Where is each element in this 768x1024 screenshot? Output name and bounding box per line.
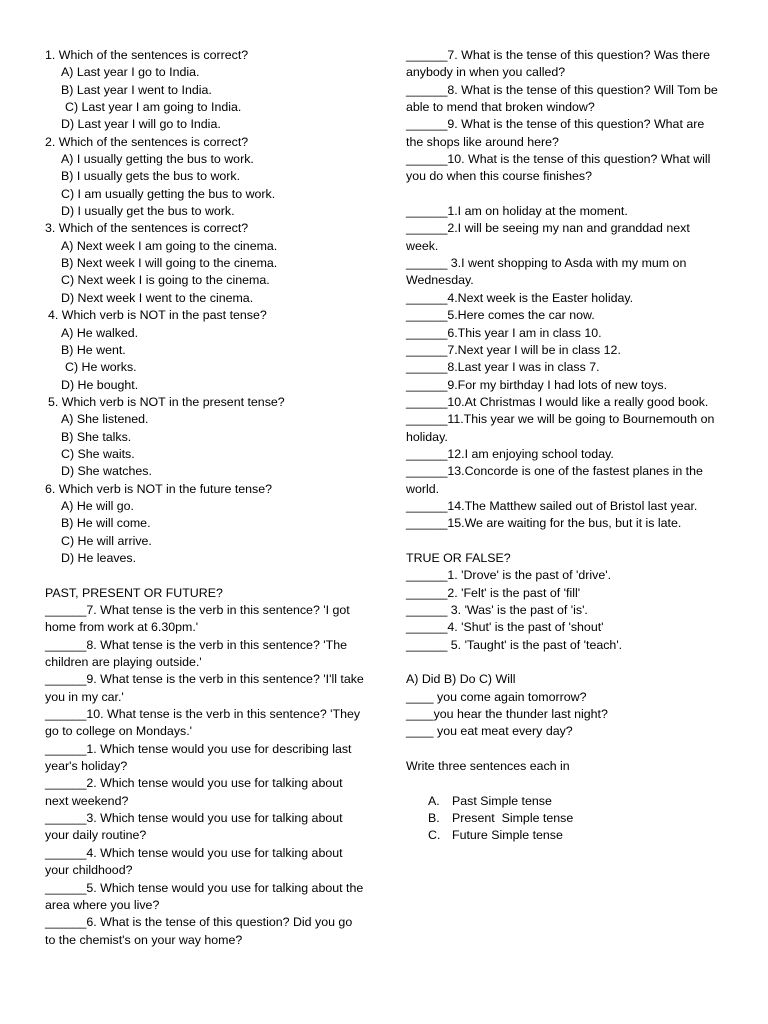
- writing-task-label: A.: [428, 793, 440, 808]
- sentence-tense-item: ______ 3.I went shopping to Asda with my mum on Wednesday.: [406, 256, 687, 288]
- writing-task-text: Future Simple tense: [452, 828, 563, 843]
- question-2-option-b: B) I usually gets the bus to work.: [61, 169, 241, 184]
- question-4-option-a: A) He walked.: [61, 325, 139, 340]
- question-4-option-b: B) He went.: [61, 342, 126, 357]
- fill-in-item: ____you hear the thunder last night?: [406, 707, 608, 722]
- writing-task-item: [406, 793, 724, 810]
- left-column: [45, 47, 365, 949]
- question-1: 1. Which of the sentences is correct?: [45, 48, 249, 62]
- fill-in-item: ____ you eat meat every day?: [406, 724, 573, 739]
- question-5-option-d: D) She watches.: [61, 464, 152, 479]
- spacer: [406, 654, 724, 671]
- question-1-option-b: B) Last year I went to India.: [61, 82, 212, 97]
- question-3-option-a: A) Next week I am going to the cinema.: [61, 238, 278, 253]
- question-6-option-c: C) He will arrive.: [61, 533, 152, 548]
- tense-question-item: ______9. What tense is the verb in this sentence? 'I'll take you in my car.': [45, 672, 364, 704]
- tense-question-item: ______4. Which tense would you use for talking about your childhood?: [45, 845, 343, 878]
- sentence-tense-item: ______12.I am enjoying school today.: [406, 446, 614, 461]
- spacer: [406, 186, 724, 203]
- question-6: 6. Which verb is NOT in the future tense?: [45, 481, 273, 496]
- sentence-tense-item: ______13.Concorde is one of the fastest planes in the world.: [406, 464, 703, 496]
- true-false-item: ______ 5. 'Taught' is the past of 'teach'.: [406, 637, 623, 652]
- true-false-item: ______1. 'Drove' is the past of 'drive'.: [406, 568, 612, 583]
- true-false-item: ______ 3. 'Was' is the past of 'is'.: [406, 603, 588, 617]
- fill-in-item: ____ you come again tomorrow?: [406, 689, 587, 704]
- question-5: 5. Which verb is NOT in the present tense?: [48, 394, 285, 409]
- question-6-option-b: B) He will come.: [61, 516, 151, 531]
- sentence-tense-item: ______5.Here comes the car now.: [406, 308, 595, 323]
- question-3-option-c: C) Next week I is going to the cinema.: [61, 273, 270, 288]
- sentence-tense-item: ______14.The Matthew sailed out of Bristol last year.: [406, 498, 698, 513]
- sentence-tense-item: ______6.This year I am in class 10.: [406, 325, 602, 340]
- sentence-tense-item: ______8.Last year I was in class 7.: [406, 360, 600, 375]
- sentence-tense-item: ______1.I am on holiday at the moment.: [406, 204, 628, 219]
- sentence-tense-list: [406, 203, 724, 533]
- question-tense-list: [406, 47, 724, 186]
- tense-question-list: [45, 602, 365, 949]
- tense-question-item: ______5. Which tense would you use for talking about the area where you live?: [45, 880, 364, 912]
- write-sentences-heading: Write three sentences each in: [406, 759, 570, 774]
- question-1-option-c: C) Last year I am going to India.: [65, 100, 242, 115]
- question-4: 4. Which verb is NOT in the past tense?: [48, 308, 267, 323]
- writing-task-list: [406, 793, 724, 845]
- writing-task-text: Past Simple tense: [452, 793, 552, 808]
- question-4-option-d: D) He bought.: [61, 377, 139, 392]
- tense-question-item: ______3. Which tense would you use for talking about your daily routine?: [45, 811, 343, 843]
- question-5-option-c: C) She waits.: [61, 446, 135, 461]
- sentence-tense-item: ______15.We are waiting for the bus, but it is late.: [406, 516, 682, 531]
- question-tense-item: ______7. What is the tense of this question? Was there anybody in when you called?: [406, 48, 710, 80]
- question-2-option-c: C) I am usually getting the bus to work.: [61, 186, 276, 201]
- question-3: 3. Which of the sentences is correct?: [45, 221, 249, 236]
- writing-task-item: [406, 827, 724, 844]
- tense-question-item: ______6. What is the tense of this question? Did you go to the chemist's on your way home?: [45, 915, 353, 947]
- question-2: 2. Which of the sentences is correct?: [45, 134, 249, 149]
- question-3-option-d: D) Next week I went to the cinema.: [61, 290, 254, 305]
- question-5-option-a: A) She listened.: [61, 412, 149, 427]
- spacer: [406, 775, 724, 792]
- writing-task-item: [406, 810, 724, 827]
- true-false-item: ______2. 'Felt' is the past of 'fill': [406, 585, 581, 600]
- right-column: [406, 47, 724, 845]
- question-2-option-d: D) I usually get the bus to work.: [61, 204, 235, 219]
- true-false-heading: TRUE OR FALSE?: [406, 550, 511, 565]
- question-5-option-b: B) She talks.: [61, 429, 132, 444]
- writing-task-label: C.: [428, 828, 441, 843]
- question-tense-item: ______8. What is the tense of this question? Will Tom be able to mend that broken window?: [406, 82, 718, 115]
- spacer: [406, 533, 724, 550]
- question-1-option-a: A) Last year I go to India.: [61, 65, 200, 80]
- question-6-option-d: D) He leaves.: [61, 550, 137, 565]
- sentence-tense-item: ______7.Next year I will be in class 12.: [406, 342, 621, 357]
- spacer: [45, 567, 365, 584]
- true-false-list: [406, 567, 724, 654]
- question-4-option-c: C) He works.: [65, 360, 137, 375]
- question-6-option-a: A) He will go.: [61, 498, 134, 513]
- sentence-tense-item: ______4.Next week is the Easter holiday.: [406, 290, 634, 305]
- fill-in-list: [406, 689, 724, 741]
- writing-task-label: B.: [428, 811, 440, 826]
- tense-question-item: ______1. Which tense would you use for describing last year's holiday?: [45, 741, 352, 774]
- tense-question-item: ______10. What tense is the verb in this sentence? 'They go to college on Mondays.': [45, 707, 361, 739]
- answer-options-line: A) Did B) Do C) Will: [406, 672, 516, 687]
- question-2-option-a: A) I usually getting the bus to work.: [61, 152, 254, 167]
- question-tense-item: ______9. What is the tense of this question? What are the shops like around here?: [406, 117, 705, 149]
- tense-question-item: ______8. What tense is the verb in this sentence? 'The children are playing outside.': [45, 637, 347, 670]
- section-heading-past-present-future: PAST, PRESENT OR FUTURE?: [45, 585, 223, 600]
- spacer: [406, 741, 724, 758]
- question-tense-item: ______10. What is the tense of this question? What will you do when this course finishes?: [406, 152, 711, 184]
- tense-question-item: ______7. What tense is the verb in this sentence? 'I got home from work at 6.30pm.': [45, 603, 350, 635]
- sentence-tense-item: ______2.I will be seeing my nan and granddad next week.: [406, 221, 690, 253]
- sentence-tense-item: ______11.This year we will be going to Bournemouth on holiday.: [406, 412, 715, 444]
- writing-task-text: Present Simple tense: [452, 811, 574, 826]
- tense-question-item: ______2. Which tense would you use for talking about next weekend?: [45, 776, 343, 808]
- sentence-tense-item: ______9.For my birthday I had lots of new toys.: [406, 377, 668, 392]
- true-false-item: ______4. 'Shut' is the past of 'shout': [406, 620, 604, 635]
- question-3-option-b: B) Next week I will going to the cinema.: [61, 256, 278, 271]
- sentence-tense-item: ______10.At Christmas I would like a really good book.: [406, 394, 709, 409]
- question-1-option-d: D) Last year I will go to India.: [61, 117, 221, 132]
